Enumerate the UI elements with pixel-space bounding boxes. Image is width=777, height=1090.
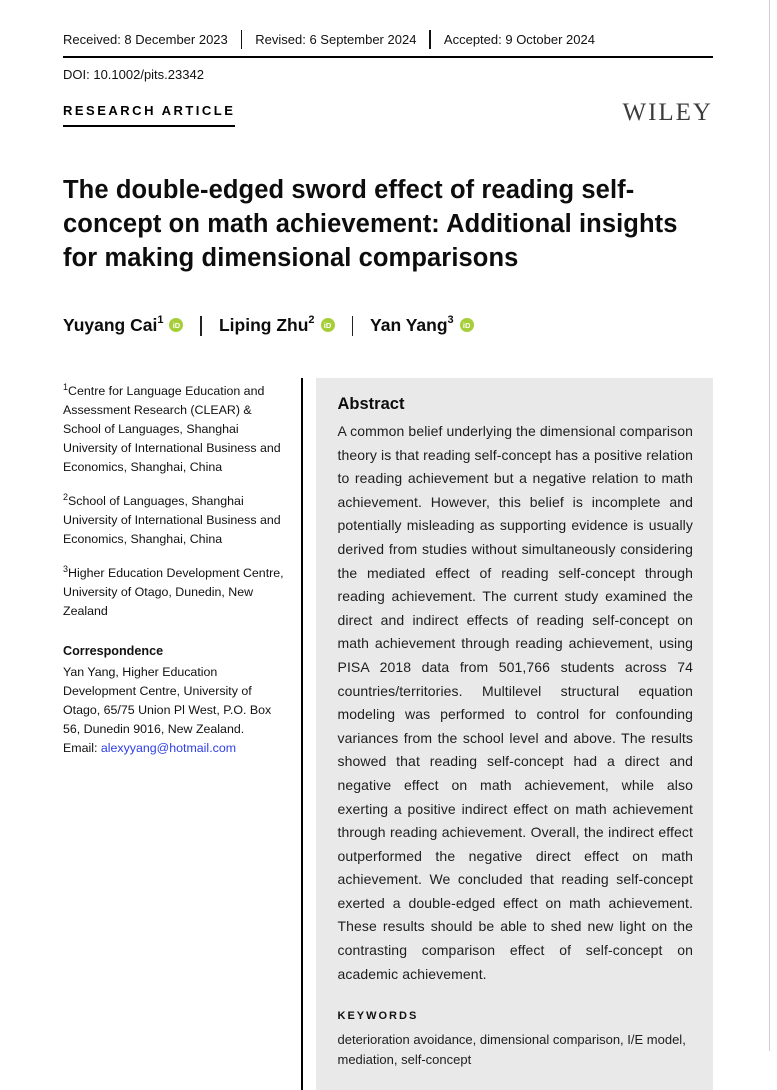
- affiliation-1: [63, 378, 289, 477]
- affiliation-sup: 2: [63, 492, 69, 503]
- article-type-label: RESEARCH ARTICLE: [63, 103, 235, 127]
- received-date: Received: 8 December 2023: [63, 32, 228, 47]
- correspondence-heading: Correspondence: [63, 644, 164, 659]
- author: [219, 315, 335, 336]
- date-separator: [241, 30, 243, 49]
- email-label: Email:: [63, 741, 101, 756]
- author-affiliation-sup: 3: [447, 314, 454, 326]
- wiley-logo: WILEY: [622, 99, 713, 126]
- article-type-row: [63, 99, 713, 127]
- affiliation-sup: 1: [63, 382, 69, 392]
- keywords-heading: KEYWORDS: [337, 1010, 419, 1023]
- accepted-date: Accepted: 9 October 2024: [443, 32, 595, 47]
- affiliation-text: School of Languages, Shanghai University of International Business and Economics, Shanghai, China: [63, 494, 281, 547]
- correspondence-email-line: [63, 739, 289, 758]
- page-title: The double-edged sword effect of reading self-concept on math achievement: Additional insights for making dimensional comparisons: [63, 176, 678, 272]
- affiliation-text: Centre for Language Education and Assessment Research (CLEAR) & School of Languages, Shanghai University of International Business and Economics, Shanghai, China: [63, 384, 281, 475]
- affiliation-sup: 3: [63, 564, 69, 575]
- author-list: [63, 315, 713, 336]
- author-name: Yan Yang: [370, 315, 448, 335]
- author-separator: [200, 316, 202, 336]
- orcid-icon[interactable]: iD: [321, 318, 335, 332]
- affiliation-3: [63, 560, 289, 621]
- header-rule: [63, 56, 713, 58]
- affiliation-text: Higher Education Development Centre, University of Otago, Dunedin, New Zealand: [63, 566, 284, 619]
- abstract-text: A common belief underlying the dimensional comparison theory is that reading self-concept has a positive relation to reading achievement but a negative relation to math achievement. However, this belief is incomplete and potentially misleading as supporting evidence is usually derived from studies without simultaneously considering the mediated effect of reading self-concept through reading achievement. The current study examined the direct and indirect effects of reading self-concept on math achievement through reading achievement, using PISA 2018 data from 501,766 students across 74 countries/territories. Multilevel structural equation modeling was performed to control for confounding variances from the school level and above. The results showed that reading self-concept had a direct and negative effect on math achievement, while also exerting a positive indirect effect on math achievement through reading achievement. Overall, the indirect effect outperformed the negative direct effect on math achievement. We concluded that reading self-concept exerted a double-edged effect on math achievement. These results should be able to shed new light on the contrasting comparison effect of self-concept on academic achievement.: [337, 423, 693, 982]
- affiliation-2: [63, 488, 289, 549]
- email-link[interactable]: alexyyang@hotmail.com: [100, 741, 237, 756]
- keywords-text: deterioration avoidance, dimensional comparison, I/E model, mediation, self-concept: [337, 1032, 686, 1068]
- orcid-icon[interactable]: iD: [460, 318, 474, 332]
- column-divider-rule: [301, 378, 303, 1090]
- date-separator: [429, 30, 431, 49]
- doi: DOI: 10.1002/pits.23342: [63, 67, 204, 82]
- author-name: Yuyang Cai: [63, 315, 158, 335]
- revised-date: Revised: 6 September 2024: [255, 32, 417, 47]
- correspondence-text: Yan Yang, Higher Education Development Centre, University of Otago, 65/75 Union Pl West, P.O. Box 56, Dunedin 9016, New Zealand.: [63, 665, 272, 737]
- page-edge-line: [769, 0, 770, 1051]
- author-affiliation-sup: 1: [157, 314, 164, 326]
- abstract-panel: [316, 378, 714, 1090]
- author-separator: [352, 316, 354, 336]
- affiliations-column: [63, 378, 289, 1090]
- received-revised-accepted-row: [63, 30, 713, 49]
- author-affiliation-sup: 2: [308, 314, 315, 326]
- body-columns: [63, 378, 713, 1090]
- abstract-heading: Abstract: [337, 395, 405, 413]
- author: [370, 315, 474, 336]
- author: [63, 315, 183, 336]
- orcid-icon[interactable]: iD: [169, 318, 183, 332]
- author-name: Liping Zhu: [218, 315, 309, 335]
